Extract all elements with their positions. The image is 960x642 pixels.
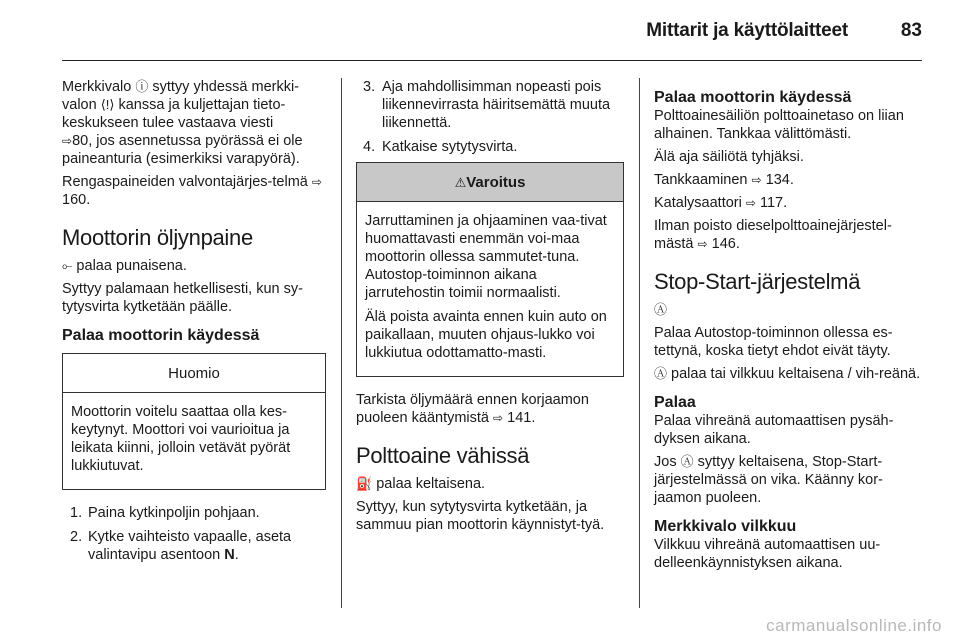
stop-start-paragraph-1: Palaa Autostop-toiminnon ollessa es-tettynä, koska tietyt ehdot eivät täyty. [654, 325, 893, 359]
warning-title: Varoitus [466, 174, 526, 191]
page-number: 83 [900, 20, 922, 41]
page-header [0, 0, 960, 62]
fuel-running-paragraph: Polttoainesäiliön polttoainetaso on liian alhainen. Tankkaa välittömästi. [654, 108, 904, 142]
list-item: 1. Paina kytkinpoljin pohjaan. [70, 505, 260, 521]
page-ref-link[interactable]: 160. [62, 192, 91, 208]
page-ref-arrow-icon: ⇨ [62, 134, 73, 148]
oil-paragraph: Syttyy palamaan hetkellisesti, kun sy-tytysvirta kytketään päälle. [62, 281, 303, 315]
note-title: Huomio [63, 354, 325, 393]
list-item: 3. Aja mahdollisimman nopeasti pois liikennevirrasta häiritsemättä muuta liikennettä. [363, 79, 611, 131]
oil-can-icon: ⟜ [62, 258, 73, 273]
steps-list [62, 504, 326, 564]
tpms-paragraph: Merkkivalo ⓘ syttyy yhdessä merkki-valon ⟨!⟩ kanssa ja kuljettajan tieto-keskukseen tulee vastaava viesti ⇨80, jos asennetussa pyörässä ei ole paineanturia (esimerkiksi varapyörä). [62, 79, 303, 167]
palaa-paragraph-1: Palaa vihreänä automaattisen pysäh-dyksen aikana. [654, 413, 894, 447]
tpms-ref-paragraph: Rengaspaineiden valvontajärjes-telmä ⇨ 160. [62, 174, 322, 208]
page-ref-link[interactable]: 80, jos asennetussa pyörässä ei ole paineanturia (esimerkiksi varapyörä). [62, 133, 303, 167]
catalyst-ref: Katalysaattori ⇨ 117. [654, 195, 788, 211]
page-ref-arrow-icon: ⇨ [697, 237, 708, 251]
stop-start-paragraph-2: Ⓐ palaa tai vilkkuu keltaisena / vih-reänä. [654, 366, 921, 382]
refuel-ref: Tankkaaminen ⇨ 134. [654, 172, 794, 188]
blink-paragraph: Vilkkuu vihreänä automaattisen uu-delleenkäynnistyksen aikana. [654, 537, 881, 571]
warning-triangle-icon: ⚠ [454, 175, 467, 190]
warning-paragraph-1: Jarruttaminen ja ohjaaminen vaa-tivat huomattavasti enemmän voi-maa moottorin ollessa sammutet-tuna. Autostop-toiminnon aikana jarrutehostin toimii normaalisti. [365, 213, 607, 301]
subheading-engine-running: Palaa moottorin käydessä [62, 327, 260, 344]
subheading-palaa: Palaa [654, 394, 696, 411]
fuel-paragraph: Syttyy, kun sytytysvirta kytketään, ja sammuu pian moottorin käynnistyt-tyä. [356, 499, 605, 533]
watermark: carmanualsonline.info [766, 616, 942, 635]
diesel-bleed-ref: Ilman poisto dieselpolttoainejärjestel-mästä ⇨ 146. [654, 218, 892, 252]
list-item: 2. Kytke vaihteisto vapaalle, aseta valintavipu asentoon N. [70, 529, 292, 563]
oil-indicator-line: ⟜ palaa punaisena. [62, 258, 187, 274]
fuel-pump-icon: ⛽ [356, 476, 373, 491]
autostop-icon-line [654, 301, 924, 319]
page-ref-link[interactable]: 146. [711, 236, 740, 252]
header-rule [62, 60, 922, 61]
list-item: 4. Katkaise sytytysvirta. [363, 139, 518, 155]
column-3 [654, 78, 924, 577]
page-ref-arrow-icon: ⇨ [751, 173, 762, 187]
section-heading-low-fuel: Polttoaine vähissä [356, 443, 530, 468]
autostop-icon: Ⓐ [680, 454, 694, 469]
autostop-icon: Ⓐ [654, 366, 668, 381]
warning-box [356, 162, 624, 377]
page-ref-arrow-icon: ⇨ [493, 411, 504, 425]
page-ref-link[interactable]: 141. [507, 410, 536, 426]
section-heading-stop-start: Stop-Start-järjestelmä [654, 269, 861, 294]
page-ref-arrow-icon: ⇨ [745, 196, 756, 210]
note-body: Moottorin voitelu saattaa olla kes-keytynyt. Moottori voi vaurioitua ja leikata kiinni, jolloin vetävät pyörät lukkiutuvat. [71, 404, 291, 474]
page-ref-arrow-icon: ⇨ [311, 175, 322, 189]
warning-indicator-icon: ⟨!⟩ [100, 97, 115, 112]
column-2 [356, 78, 624, 539]
tire-pressure-icon: ⓘ [135, 79, 149, 94]
page-title: Mittarit ja käyttölaitteet [646, 20, 848, 41]
column-divider-2 [639, 78, 640, 608]
subheading-engine-running: Palaa moottorin käydessä [654, 89, 852, 106]
subheading-indicator-blinking: Merkkivalo vilkkuu [654, 518, 797, 535]
steps-list-continued [356, 78, 624, 156]
palaa-paragraph-2: Jos Ⓐ syttyy keltaisena, Stop-Start-järjestelmässä on vika. Käänny kor-jaamon puoleen. [654, 454, 883, 506]
check-oil-paragraph: Tarkista öljymäärä ennen korjaamon puoleen kääntymistä ⇨ 141. [356, 392, 589, 426]
page-ref-link[interactable]: 117. [759, 195, 788, 211]
column-1 [62, 78, 326, 570]
warning-paragraph-2: Älä poista avainta ennen kuin auto on paikallaan, muuten ohjaus-lukko voi lukkiutua odottamatto-masti. [365, 309, 607, 361]
section-heading-oil-pressure: Moottorin öljynpaine [62, 225, 253, 250]
autostop-icon: Ⓐ [654, 302, 668, 317]
note-box [62, 353, 326, 490]
page-ref-link[interactable]: 134. [765, 172, 794, 188]
fuel-indicator-line: ⛽ palaa keltaisena. [356, 476, 486, 492]
column-divider-1 [341, 78, 342, 608]
fuel-running-paragraph-2: Älä aja säiliötä tyhjäksi. [654, 149, 804, 165]
